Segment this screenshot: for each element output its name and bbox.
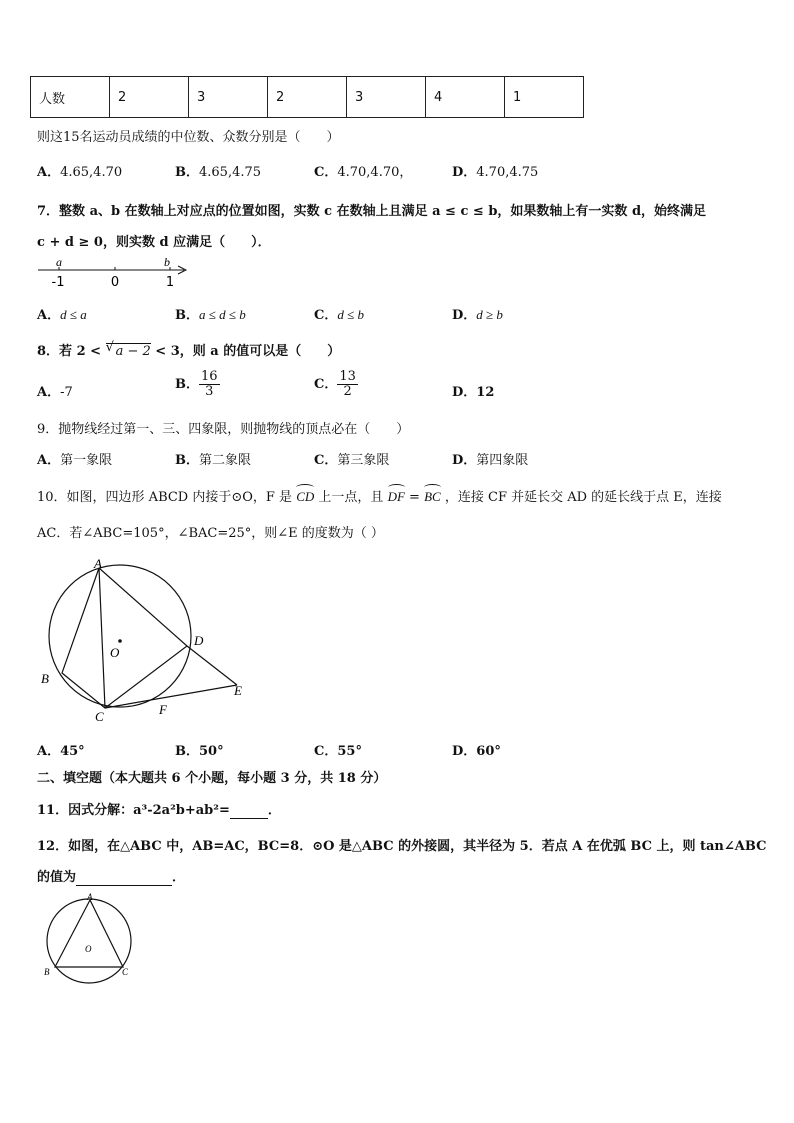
option-text: 4.70,4.75 [476,165,539,180]
option-text: 第四象限 [476,453,529,468]
q10-option-d [452,740,501,759]
option-label: C． [314,308,338,323]
equals-sign: = [409,490,420,505]
q10-option-a [37,740,85,759]
q6-option-c [314,161,412,180]
table-cell: 1 [505,77,584,118]
q12-end: ． [172,870,186,885]
point-a-label: a [56,255,62,269]
q6-option-d [452,161,538,180]
label-o: O [85,944,92,954]
q10-line1 [37,486,722,505]
label-e: E [234,683,242,698]
q6-option-b [175,161,261,180]
q8-prefix: 8．若 2 < [37,344,102,359]
fraction [337,370,358,399]
option-label: C． [314,744,338,759]
q10-option-b [175,740,224,759]
table-cell: 人数 [31,77,110,118]
q10-text: ，连接 CF 并延长交 AD 的延长线于点 E，连接 [444,490,722,505]
option-text: d ≥ b [476,307,503,322]
q11-end: ． [267,803,281,818]
option-label: B． [175,308,199,323]
option-label: B． [175,453,199,468]
option-text: a ≤ d ≤ b [199,307,246,322]
q7-option-a [37,304,87,323]
q7-line1: 7．整数 a、b 在数轴上对应点的位置如图，实数 c 在数轴上且满足 a ≤ c ≤ b，如果数轴上有一实数 d，始终满足 [37,204,707,219]
fraction [199,370,220,399]
center-point [118,639,122,643]
option-label: C． [314,377,338,392]
numerator: 16 [201,369,218,384]
option-label: D． [452,744,477,759]
arc-label: CD [296,489,315,504]
tick-label: 1 [165,275,175,290]
q8-option-b [175,370,220,399]
q8-option-d [452,381,494,400]
label-b: B [41,671,49,686]
option-label: D． [452,165,477,180]
number-line-figure [36,254,196,290]
option-label: A． [37,308,61,323]
radicand: a − 2 [115,344,151,359]
q11 [37,799,281,819]
q9-option-b [175,449,251,468]
option-text: d ≤ a [60,307,87,322]
denominator: 3 [205,384,214,399]
q7-option-d [452,304,503,323]
denominator: 2 [343,384,352,399]
q7-option-c [314,304,364,323]
section-heading: 二、填空题（本大题共 6 个小题，每小题 3 分，共 18 分） [37,771,387,786]
table-row [31,77,584,118]
label-c: C [122,967,129,977]
diagonal-ac [99,568,105,708]
circumscribed-triangle-figure [40,892,140,984]
q9-option-a [37,449,112,468]
option-text: 55° [337,744,362,759]
table-cell: 3 [347,77,426,118]
arc-icon [424,484,441,491]
label-c: C [95,709,104,724]
q6-stem: 则这15名运动员成绩的中位数、众数分别是（ ） [37,130,340,145]
q12-line1: 12．如图，在△ABC 中，AB=AC，BC=8．⊙O 是△ABC 的外接圆，其半径为 5．若点 A 在优弧 BC 上，则 tan∠ABC [37,839,767,854]
option-text: 4.70,4.70， [337,165,413,180]
label-a: A [87,892,93,902]
q12-text: 的值为 [37,870,77,885]
arc-icon [388,484,405,491]
label-b: B [44,967,50,977]
table-cell: 2 [268,77,347,118]
q9-option-d [452,449,528,468]
sqrt-icon: √ [105,340,114,355]
arc-cd [296,486,314,505]
arc-label: DF [387,489,405,504]
option-text: -7 [60,385,73,400]
arc-df [388,486,405,505]
option-label: A． [37,385,61,400]
option-label: A． [37,744,61,759]
option-text: 第二象限 [199,453,252,468]
q12-line2 [37,866,185,886]
circle-o [47,899,131,983]
option-text: 4.65,4.70 [60,165,123,180]
circle-quadrilateral-figure [38,555,253,725]
label-o: O [110,645,120,660]
option-label: C． [314,453,338,468]
option-label: B． [175,165,199,180]
q8-option-a [37,381,73,400]
arc-label: BC [424,489,441,504]
point-b-label: b [164,255,170,269]
answer-blank [76,870,172,886]
option-label: D． [452,308,477,323]
numerator: 13 [339,369,356,384]
q10-line2: AC．若∠ABC=105°，∠BAC=25°，则∠E 的度数为（ ） [37,526,384,541]
q7-option-b [175,304,246,323]
tick-label: -1 [51,275,65,290]
option-text: 第三象限 [337,453,390,468]
label-d: D [194,633,204,648]
option-text: 第一象限 [60,453,113,468]
table-cell: 3 [189,77,268,118]
q10-option-c [314,740,362,759]
table-cell: 2 [110,77,189,118]
option-text: 4.65,4.75 [199,165,262,180]
extension-de [187,646,237,685]
q9-stem: 9．抛物线经过第一、三、四象限，则抛物线的顶点必在（ ） [37,422,410,437]
option-label: D． [452,453,477,468]
q6-option-a [37,161,122,180]
q7-line2: c + d ≥ 0，则实数 d 应满足（ ）． [37,235,271,250]
q8-option-c [314,370,358,399]
option-text: 50° [199,744,224,759]
q10-text: 上一点，且 [318,490,384,505]
option-label: B． [175,377,199,392]
option-label: B． [175,744,199,759]
sqrt-expression [105,340,151,359]
answer-blank [230,803,268,819]
q11-stem: 11．因式分解：a³-2a²b+ab²= [37,803,230,818]
label-f: F [159,702,167,717]
option-text: 60° [476,744,501,759]
arc-bc [424,486,441,505]
option-label: A． [37,453,61,468]
option-label: C． [314,165,338,180]
q9-option-c [314,449,389,468]
option-text: d ≤ b [337,307,364,322]
frequency-table [30,76,584,118]
table-cell: 4 [426,77,505,118]
triangle-abc [55,900,123,967]
option-text: 12 [476,385,495,400]
option-label: D． [452,385,477,400]
quadrilateral-abcd [62,568,187,708]
q8-stem [37,340,340,359]
option-label: A． [37,165,61,180]
line-ce [105,685,237,708]
label-a: A [94,556,102,571]
tick-label: 0 [110,275,120,290]
option-text: 45° [60,744,85,759]
q8-suffix: < 3，则 a 的值可以是（ ） [155,344,341,359]
arc-icon [296,484,314,491]
q10-text: 10．如图，四边形 ABCD 内接于⊙O，F 是 [37,490,293,505]
